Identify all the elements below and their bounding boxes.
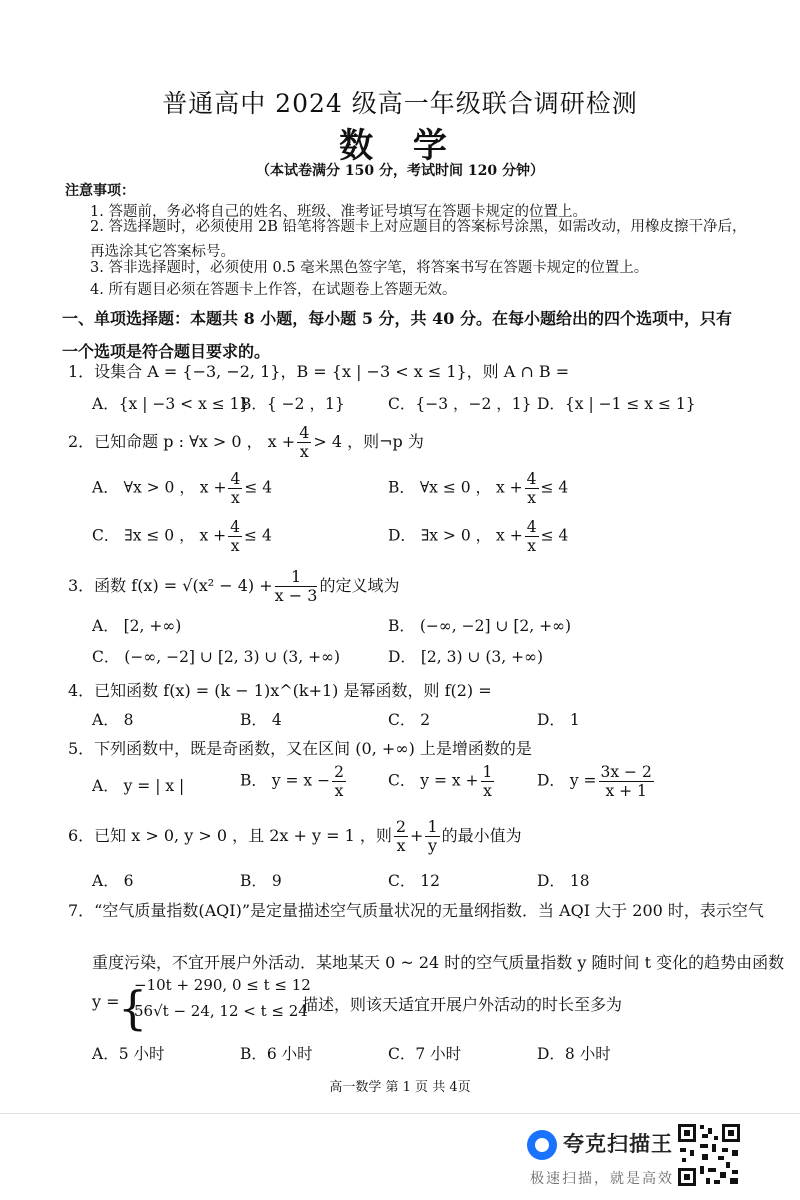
option-text: ≤ 4 [540,478,569,497]
option-text: ≤ 4 [244,478,273,497]
scanner-logo-icon [527,1130,557,1160]
option-fraction [332,763,346,800]
fraction-denominator: x [230,537,240,555]
option-fraction [525,470,539,507]
question-3-option-a: A． [2, +∞) [92,617,182,635]
option-text: C． y = x + [388,771,479,790]
question-6-fraction-1 [394,818,408,855]
question-2-fraction [297,424,311,461]
option-text: D． ∃x > 0 ， x + [388,526,523,545]
question-3-fraction [275,568,318,605]
question-4-option-c: C． 2 [388,711,431,729]
divider [0,1113,800,1114]
fraction-numerator: 4 [526,518,537,536]
qr-code-icon [676,1122,742,1188]
option-fraction [481,763,495,800]
option-text: A． ∀x > 0 ， x + [92,478,227,497]
exam-title: 普通高中 2024 级高一年级联合调研检测 [162,89,638,118]
question-7-option-b: B．6 小时 [240,1045,313,1063]
notes-title: 注意事项： [65,183,135,199]
fraction-denominator: x − 3 [274,586,318,605]
question-3-stem-pre: 3．函数 f(x) = √(x² − 4) + [68,576,273,595]
fraction-denominator: x [299,442,309,461]
fraction-denominator: x [483,782,492,800]
question-3-stem [68,568,399,605]
fraction-denominator: x [396,836,406,855]
question-6-stem-post: 的最小值为 [441,826,522,845]
fraction-numerator: 2 [334,763,344,781]
question-1-stem: 1．设集合 A = {−3, −2, 1}，B = {x | −3 < x ≤ 1}，则 A ∩ B = [68,362,570,381]
fraction-numerator: 1 [275,568,318,587]
question-1-option-d: D．{x | −1 ≤ x ≤ 1} [537,395,696,413]
question-5-option-b [240,763,348,800]
question-7-option-a: A．5 小时 [92,1045,165,1063]
question-4-option-b: B． 4 [240,711,282,729]
question-4-stem: 4．已知函数 f(x) = (k − 1)x^(k+1) 是幂函数，则 f(2) = [68,681,492,700]
fraction-numerator: 3x − 2 [600,763,652,781]
question-7-case-1: −10t + 290, 0 ≤ t ≤ 12 [134,976,311,994]
question-7-case-2: 56√t − 24, 12 < t ≤ 24 [134,1002,308,1020]
question-2-stem-post: > 4 ，则¬p 为 [313,432,424,451]
question-6-option-c: C． 12 [388,872,441,890]
question-2-option-a [92,470,272,507]
question-3-stem-post: 的定义域为 [319,576,400,595]
question-6-stem [68,818,522,855]
fraction-denominator: y [428,836,438,855]
question-7-line-2: 重度污染，不宜开展户外活动．某地某天 0 ~ 24 时的空气质量指数 y 随时间 t 变化的趋势由函数 [92,953,785,972]
fraction-numerator: 4 [299,423,310,442]
option-fraction [228,470,242,507]
section-heading: 一、单项选择题：本题共 8 小题，每小题 5 分，共 40 分。在每小题给出的四个选项中，只有一个选项是符合题目要求的。 [62,309,732,361]
fraction-numerator: 4 [230,518,241,536]
fraction-denominator: x + 1 [605,782,647,800]
option-text: B． y = x − [240,771,331,790]
question-3-option-b: B． (−∞, −2] ∪ [2, +∞) [388,617,572,635]
question-6-fraction-2 [425,818,439,855]
fraction-numerator: 4 [526,470,537,488]
question-3-option-c: C． (−∞, −2] ∪ [2, 3) ∪ (3, +∞) [92,648,341,666]
question-5-option-a: A． y = | x | [92,777,185,795]
option-text: D． y = [537,771,597,790]
fraction-denominator: x [527,489,536,507]
option-text: ≤ 4 [244,526,272,545]
question-6-option-a: A． 6 [92,872,134,890]
plus-sign: + [410,826,424,845]
question-6-stem-pre: 6．已知 x > 0, y > 0 ，且 2x + y = 1 ，则 [68,826,392,845]
question-7-option-c: C．7 小时 [388,1045,462,1063]
option-fraction [525,518,539,555]
question-5-option-d [537,763,656,800]
question-7-line-3: 描述，则该天适宜开展户外活动的时长至多为 [302,995,623,1014]
note-item-4: 4. 所有题目必须在答题卡上作答，在试题卷上答题无效。 [90,282,457,298]
option-fraction [228,518,242,555]
question-4-option-a: A． 8 [92,711,134,729]
note-item-3: 3. 答非选择题时，必须使用 0.5 毫米黑色签字笔，将答案书写在答题卡规定的位置上。 [90,260,649,276]
option-text: B． ∀x ≤ 0 ， x + [388,478,523,497]
question-1-option-c: C．{−3 ，−2 ，1} [388,395,532,413]
question-7-y-equals: y = [92,992,120,1011]
question-7-line-1: 7．“空气质量指数(AQI)”是定量描述空气质量状况的无量纲指数．当 AQI 大于 200 时，表示空气 [68,901,764,920]
fraction-denominator: x [527,537,537,555]
scanner-brand-name: 夸克扫描王 [563,1132,673,1156]
question-2-option-d [388,518,568,555]
question-1-option-b: B．{ −2 ，1} [240,395,345,413]
question-2-stem [68,424,424,461]
question-3-option-d: D． [2, 3) ∪ (3, +∞) [388,648,544,666]
piecewise-brace: { [118,981,148,1035]
option-text: C． ∃x ≤ 0 ， x + [92,526,227,545]
question-2-stem-pre: 2．已知命题 p : ∀x > 0 ， x + [68,432,296,451]
fraction-denominator: x [334,782,344,800]
note-item-1: 1. 答题前，务必将自己的姓名、班级、准考证号填写在答题卡规定的位置上。 [90,204,587,220]
page-footer: 高一数学 第 1 页 共 4页 [329,1080,471,1095]
option-text: ≤ 4 [540,526,569,545]
note-item-2: 2. 答选择题时，必须使用 2B 铅笔将答题卡上对应题目的答案标号涂黑，如需改动，用橡皮擦干净后，再选涂其它答案标号。 [90,219,747,260]
subject-title: 数 学 [339,126,461,166]
question-2-option-c [92,518,272,555]
question-6-option-d: D． 18 [537,872,590,890]
scanner-tagline: 极速扫描，就是高效 [530,1171,674,1187]
fraction-numerator: 1 [427,817,438,836]
question-2-option-b [388,470,568,507]
question-1-option-a: A．{x | −3 < x ≤ 1} [92,395,250,413]
option-fraction [599,763,654,800]
question-4-option-d: D． 1 [537,711,580,729]
exam-info: （本试卷满分 150 分，考试时间 120 分钟） [256,163,544,179]
question-6-option-b: B． 9 [240,872,282,890]
question-5-option-c [388,763,496,800]
question-5-stem: 5．下列函数中，既是奇函数，又在区间 (0, +∞) 上是增函数的是 [68,739,532,758]
fraction-numerator: 4 [230,470,241,488]
question-7-option-d: D．8 小时 [537,1045,611,1063]
fraction-denominator: x [231,489,240,507]
fraction-numerator: 2 [395,817,407,836]
fraction-numerator: 1 [482,763,493,781]
